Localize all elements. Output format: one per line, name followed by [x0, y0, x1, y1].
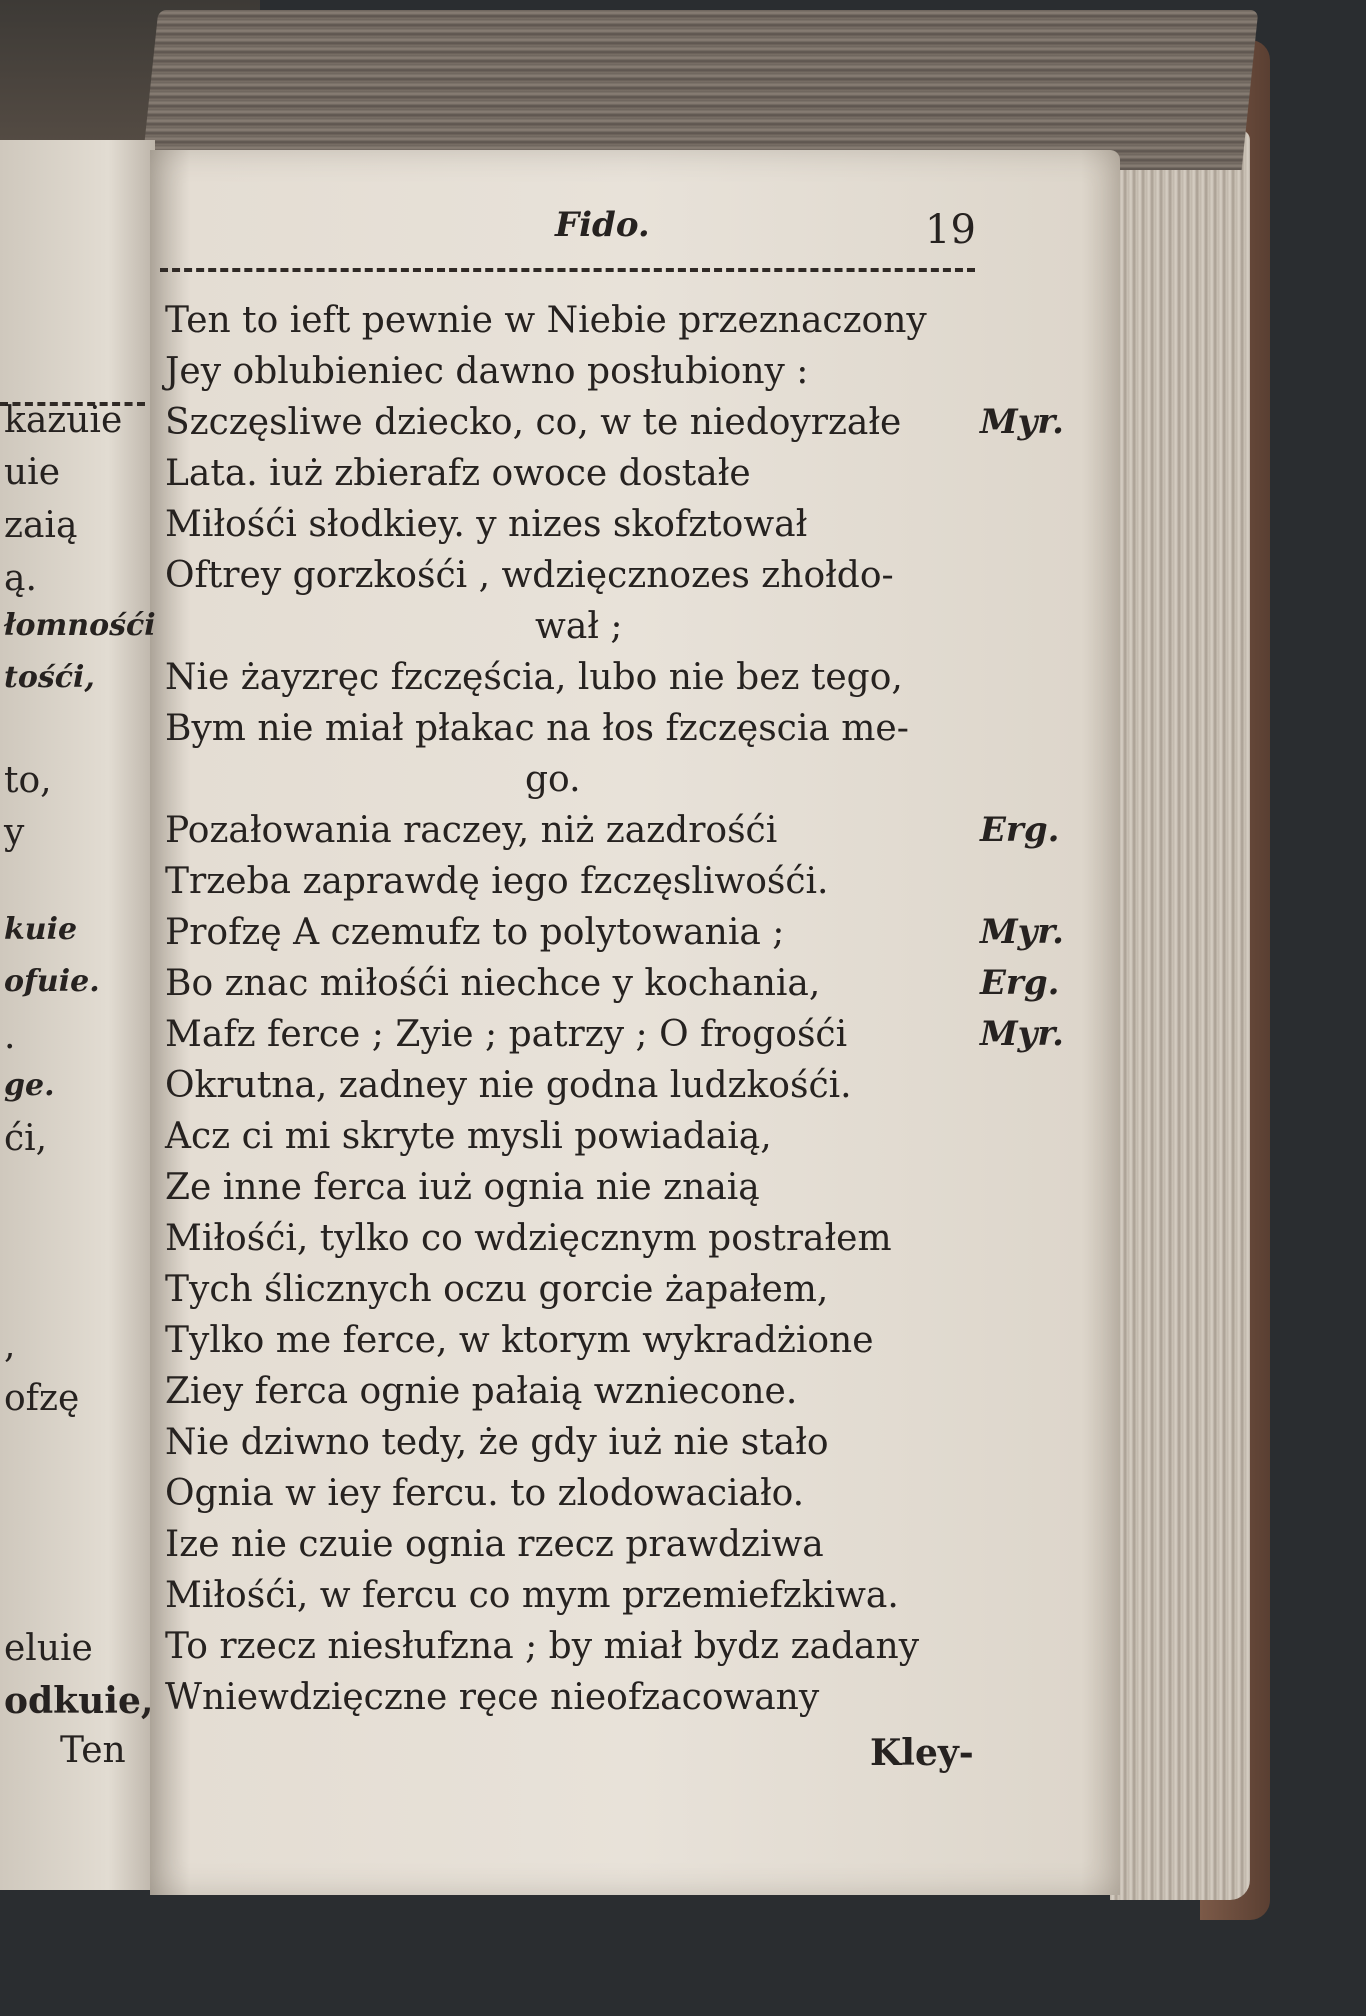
verse-line-text: Nie dziwno tedy, że gdy iuż nie stało [165, 1422, 829, 1463]
verse-line-text: Miłośći słodkiey. y nizes skofztował [165, 504, 808, 545]
left-fragment: kazuie [4, 400, 123, 441]
verse-line-text: Lata. iuż zbierafz owoce dostałe [165, 453, 751, 494]
verse-line-text: Tych ślicznych oczu gorcie żapałem, [165, 1269, 829, 1310]
verse-line [165, 1570, 985, 1621]
speaker-label: Myr. [980, 1014, 1065, 1054]
verse-line [165, 1213, 985, 1264]
verse-line-text: Ziey ferca ognie pałaią wzniecone. [165, 1371, 798, 1412]
verse-line [165, 1468, 985, 1519]
verse-line [165, 1060, 985, 1111]
speaker-label: Erg. [980, 810, 1060, 850]
verse-line [165, 295, 985, 346]
left-fragment: Ten [60, 1730, 126, 1771]
verse-line [165, 652, 985, 703]
left-fragment: y [4, 812, 25, 853]
page-number: 19 [925, 207, 976, 253]
catchword: Kley- [870, 1732, 974, 1774]
left-fragment: ofuie. [4, 964, 100, 999]
left-fragment: kuie [4, 912, 78, 947]
verse-line [165, 1672, 985, 1723]
verse-line-text: Oftrey gorzkośći , wdzięcznozes zhołdo- [165, 555, 894, 596]
verse-line [165, 958, 1060, 1009]
verse-line-text: go. [525, 759, 581, 800]
left-fragment: to, [4, 760, 52, 801]
verse-line-text: Miłośći, w fercu co mym przemiefzkiwa. [165, 1575, 899, 1616]
verse-line [165, 805, 1060, 856]
verse-line-text: Ten to ieft pewnie w Niebie przeznaczony [165, 300, 927, 341]
verse-line-text: Bo znac miłośći niechce y kochania, [165, 963, 821, 1004]
left-fragment: ći, [4, 1118, 48, 1159]
verse-line [165, 1162, 985, 1213]
verse-line [165, 397, 1065, 448]
verse-line [165, 1264, 985, 1315]
verse-line-text: Ognia w iey fercu. to zlodowaciało. [165, 1473, 805, 1514]
page-edges-right [1110, 130, 1250, 1900]
left-fragment: , [4, 1325, 16, 1366]
speaker-label: Myr. [980, 912, 1065, 952]
speaker-label: Erg. [980, 963, 1060, 1003]
verse-line [165, 1366, 985, 1417]
verse-line-text: Acz ci mi skryte mysli powiadaią, [165, 1116, 772, 1157]
left-fragment: ofzę [4, 1378, 80, 1419]
verse-line [165, 1519, 985, 1570]
verse-line [165, 907, 1065, 958]
verse-line-text: To rzecz niesłufzna ; by miał bydz zadany [165, 1626, 920, 1667]
verse-line-text: Miłośći, tylko co wdzięcznym postrałem [165, 1218, 892, 1259]
verse-line-text: Wniewdzięczne ręce nieofzacowany [165, 1677, 820, 1718]
verse-line [165, 346, 985, 397]
verse-line [165, 703, 985, 754]
verse-line-text: wał ; [535, 606, 623, 647]
verse-line-text: Trzeba zaprawdę iego fzczęsliwośći. [165, 861, 829, 902]
verse-line [165, 550, 985, 601]
running-head-title: Fido. [555, 205, 650, 245]
left-fragment: tośći, [4, 660, 95, 695]
verse-line-text: Pozałowania raczey, niż zazdrośći [165, 810, 778, 851]
verse-line-text: Profzę A czemufz to polytowania ; [165, 912, 785, 953]
left-fragment: . [4, 1016, 16, 1057]
verse-line-text: Ze inne ferca iuż ognia nie znaią [165, 1167, 760, 1208]
verse-line-text: Mafz ferce ; Zyie ; patrzy ; O frogośći [165, 1014, 848, 1055]
left-fragment: łomnośći [4, 608, 156, 643]
verse-line [165, 1417, 985, 1468]
verse-line [165, 448, 985, 499]
verse-line-text: Szczęsliwe dziecko, co, w te niedoyrzałe [165, 402, 902, 443]
left-fragment: ą. [4, 558, 37, 599]
left-fragment: odkuie, [4, 1680, 154, 1722]
verse-line-text: Tylko me ferce, w ktorym wykradżione [165, 1320, 874, 1361]
speaker-label: Myr. [980, 402, 1065, 442]
page-edges-top [142, 10, 1259, 170]
verse-line [165, 499, 985, 550]
verse-line-text: Okrutna, zadney nie godna ludzkośći. [165, 1065, 852, 1106]
left-fragment: eluie [4, 1628, 93, 1669]
left-fragment: ge. [4, 1068, 55, 1103]
verse-line-text: Jey oblubieniec dawno posłubiony : [165, 351, 809, 392]
verse-line [165, 1111, 985, 1162]
left-fragment: uie [4, 452, 61, 493]
verse-line [165, 1621, 985, 1672]
verse-line [165, 1009, 1065, 1060]
verse-line-text: Ize nie czuie ognia rzecz prawdziwa [165, 1524, 824, 1565]
verse-line-text: Bym nie miał płakac na łos fzczęscia me- [165, 708, 909, 749]
verse-line-text: Nie żayzręc fzczęścia, lubo nie bez tego, [165, 657, 903, 698]
verse-line-continuation [165, 601, 985, 652]
verse-line [165, 1315, 985, 1366]
verse-block [165, 295, 1065, 1723]
left-fragment: zaią [4, 505, 78, 546]
verse-line-continuation [165, 754, 985, 805]
verse-line [165, 856, 985, 907]
header-rule [160, 268, 975, 272]
